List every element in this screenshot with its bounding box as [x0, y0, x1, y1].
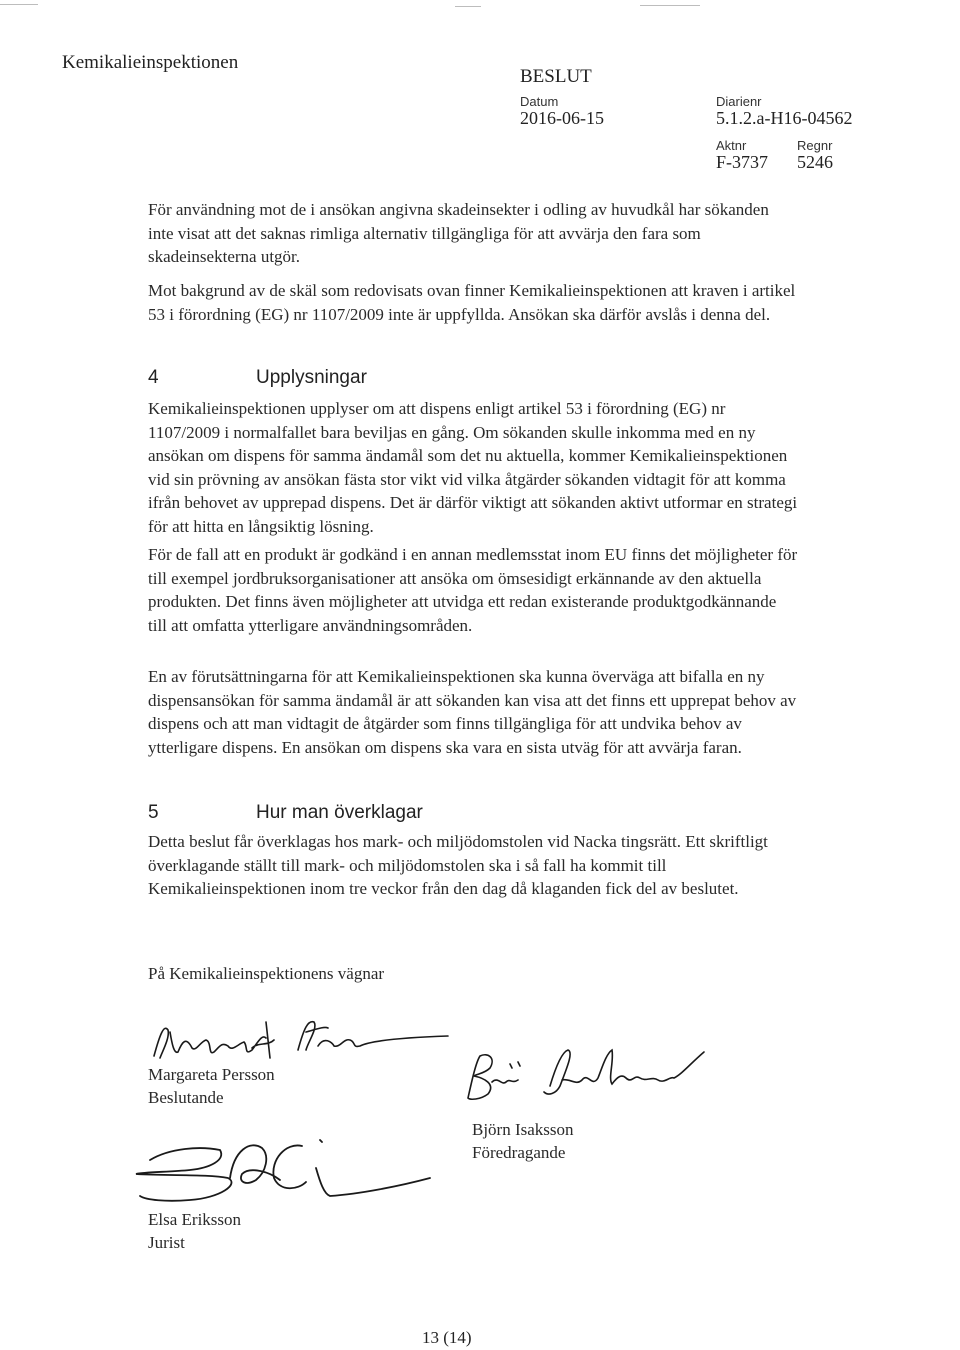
on-behalf-line: På Kemikalieinspektionens vägnar	[148, 964, 385, 983]
signer-name: Margareta Persson	[148, 1065, 275, 1084]
paragraph-text: För de fall att en produkt är godkänd i en annan medlemsstat inom EU finns det möjligheter för till exempel jordbruksorganisationer att ansöka om ömsesidigt erkännande av den aktuella produkten. Det finns även möjligheter att utvidga ett redan existerande produktgodkännande till att omfatta ytterligare användningsområden.	[148, 545, 798, 635]
organization-name: Kemikalieinspektionen	[62, 52, 239, 73]
regnr-label: Regnr	[797, 138, 833, 153]
paragraph-text: En av förutsättningarna för att Kemikalieinspektionen ska kunna överväga att bifalla en ny dispensansökan för samma ändamål är att sökanden kan visa att det finns ett upprepat behov av dispens och att man vidtagit de åtgärder som finns tillgängliga för att undvika behov av ytterligare dispens. En ansökan om dispens ska vara en sista utväg för att avvärja faran.	[148, 667, 797, 757]
scan-artifact	[455, 6, 481, 7]
section-number: 5	[148, 802, 159, 823]
signer-role: Jurist	[148, 1233, 185, 1252]
section-heading-5	[148, 802, 423, 824]
paragraph	[148, 397, 798, 538]
paragraph	[148, 279, 798, 326]
date-value: 2016-06-15	[520, 108, 604, 128]
section-heading-4	[148, 367, 367, 389]
paragraph	[148, 830, 798, 901]
section-number: 4	[148, 367, 159, 388]
diarienr-value: 5.1.2.a-H16-04562	[716, 108, 853, 128]
signature-bjorn-isaksson	[462, 1040, 712, 1110]
aktnr-label: Aktnr	[716, 138, 747, 153]
paragraph-text: Mot bakgrund av de skäl som redovisats ovan finner Kemikalieinspektionen att kraven i artikel 53 i förordning (EG) nr 1107/2009 inte är uppfyllda. Ansökan ska därför avslås i denna del.	[148, 281, 796, 324]
paragraph	[148, 543, 798, 637]
scan-artifact	[640, 5, 700, 6]
signature-elsa-eriksson	[130, 1120, 450, 1210]
signer-name: Björn Isaksson	[472, 1120, 574, 1139]
signer-name: Elsa Eriksson	[148, 1210, 242, 1229]
date-label: Datum	[520, 94, 559, 109]
paragraph	[148, 665, 798, 759]
paragraph	[148, 198, 798, 269]
regnr-value: 5246	[797, 152, 833, 172]
signer-role: Beslutande	[148, 1088, 224, 1107]
signer-role: Föredragande	[472, 1143, 566, 1162]
section-title: Upplysningar	[256, 367, 367, 388]
paragraph-text: Kemikalieinspektionen upplyser om att dispens enligt artikel 53 i förordning (EG) nr 1107/2009 i normalfallet bara beviljas en gång. Om sökanden skulle inkomma med en ny ansökan om dispens för samma ändamål som det nu aktuella, kommer Kemikalieinspektionen vid sin prövning av ansökan fästa stor vikt vid vilka åtgärder sökanden vidtagit för att komma ifrån behovet av upprepad dispens. Det är därför viktigt att sökanden aktivt utformar en strategi för att hitta en långsiktig lösning.	[148, 399, 798, 536]
diarienr-label: Diarienr	[716, 94, 762, 109]
document-type: BESLUT	[520, 66, 592, 87]
section-title: Hur man överklagar	[256, 802, 423, 823]
scan-artifact	[0, 4, 38, 5]
aktnr-value: F-3737	[716, 152, 769, 172]
paragraph-text: Detta beslut får överklagas hos mark- och miljödomstolen vid Nacka tingsrätt. Ett skriftligt överklagande ställt till mark- och miljödomstolen ska i så fall ha kommit till Kemikalieinspektionen inom tre veckor från den dag då klaganden fick del av beslutet.	[148, 832, 768, 898]
paragraph-text: För användning mot de i ansökan angivna skadeinsekter i odling av huvudkål har sökanden inte visat att det saknas rimliga alternativ tillgängliga för att avvärja den fara som skadeinsekterna utgör.	[148, 200, 769, 266]
page-number: 13 (14)	[422, 1328, 472, 1347]
